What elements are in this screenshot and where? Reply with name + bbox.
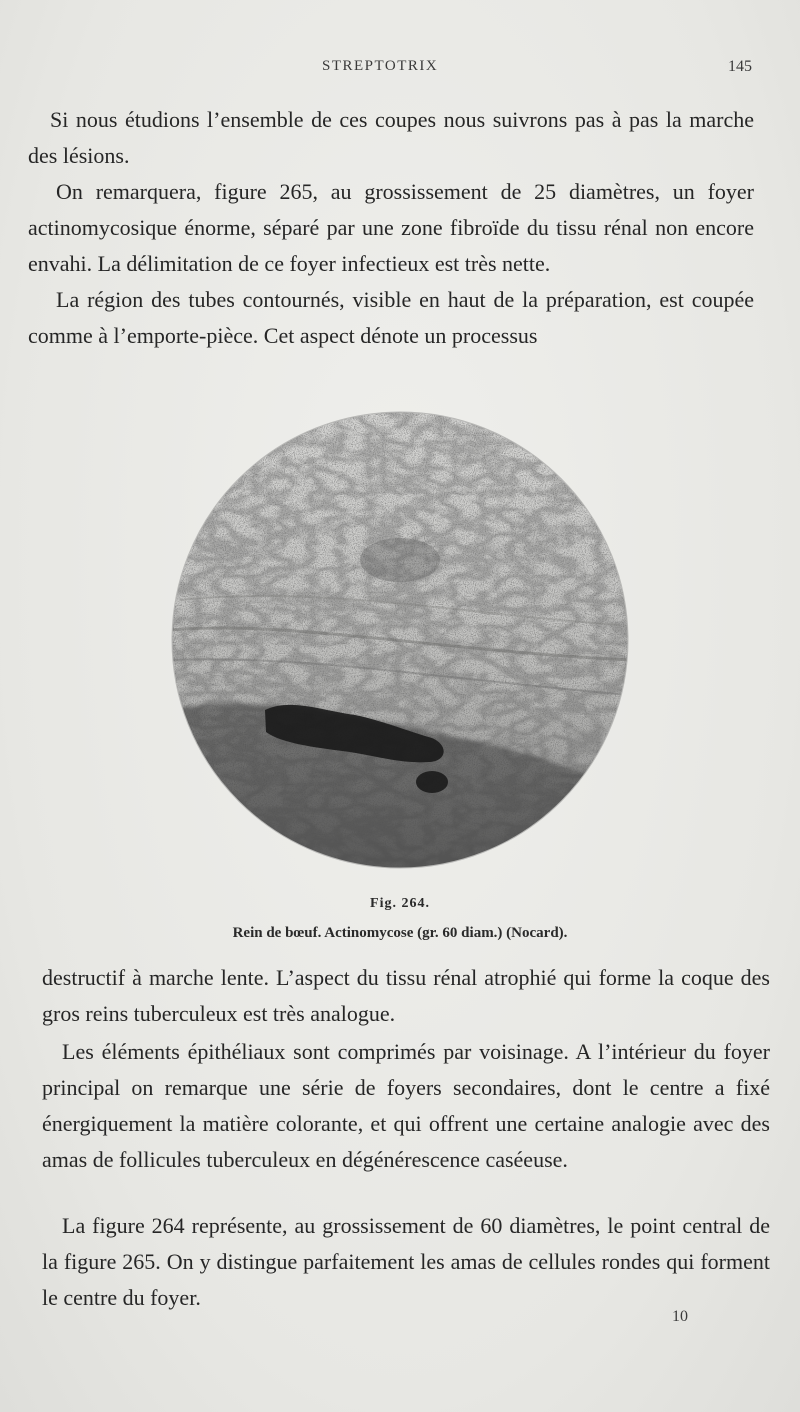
micrograph-figure bbox=[170, 410, 630, 870]
paragraph-2: On remarquera, figure 265, au grossissement de 25 diamètres, un foyer actinomycosique énorme, séparé par une zone fibroïde du tissu rénal non encore envahi. La délimitation de ce foyer infectieux est très nette. bbox=[28, 179, 754, 276]
figure-label: Fig. 264. bbox=[370, 896, 430, 911]
micrograph-image bbox=[170, 410, 630, 870]
paragraph-1: Si nous étudions l’ensemble de ces coupes nous suivrons pas à pas la marche des lésions. bbox=[28, 107, 754, 168]
paragraph-4: destructif à marche lente. L’aspect du tissu rénal atrophié qui forme la coque des gros reins tuberculeux est très analogue. bbox=[42, 965, 770, 1026]
running-head bbox=[0, 58, 800, 82]
running-title: STREPTOTRIX bbox=[322, 58, 439, 74]
paragraph-6: La figure 264 représente, au grossissement de 60 diamètres, le point central de la figure 265. On y distingue parfaitement les amas de cellules rondes qui forment le centre du foyer. bbox=[42, 1213, 770, 1310]
signature-mark: 10 bbox=[672, 1308, 688, 1325]
page-number: 145 bbox=[728, 58, 752, 75]
figure-caption: Rein de bœuf. Actinomycose (gr. 60 diam.) (Nocard). bbox=[232, 925, 568, 941]
paragraph-5: Les éléments épithéliaux sont comprimés par voisinage. A l’intérieur du foyer principal on remarque une série de foyers secondaires, dont le centre a fixé énergiquement la matière colorante, et qui offrent une certaine analogie avec des amas de follicules tuberculeux en dégénérescence caséeuse. bbox=[42, 1039, 770, 1172]
paragraph-3: La région des tubes contournés, visible en haut de la préparation, est coupée comme à l’emporte-pièce. Cet aspect dénote un processus bbox=[28, 287, 754, 348]
